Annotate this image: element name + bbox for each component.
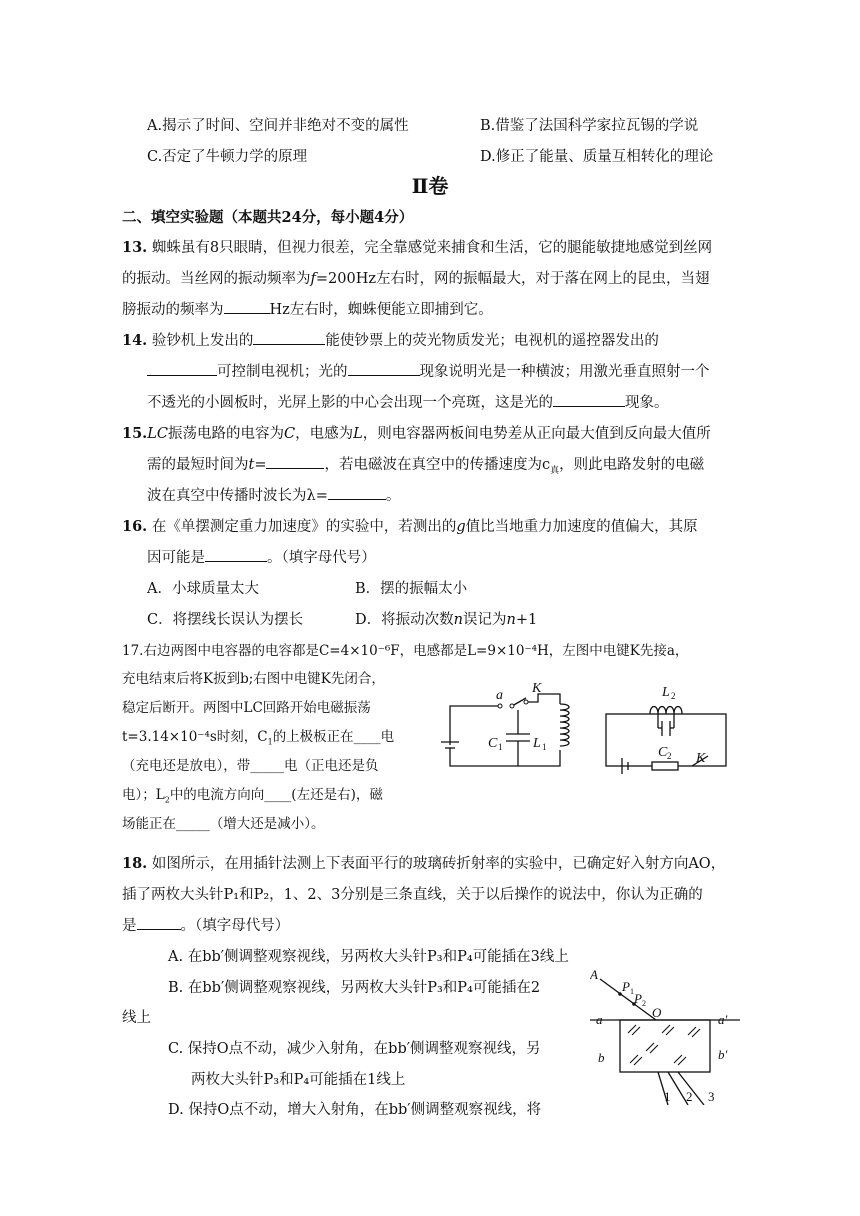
fig18-a-prime: a′ <box>718 1012 728 1027</box>
q15-text-3a: 波在真空中传播时波长为λ= <box>147 488 328 504</box>
q17-circuit-diagrams <box>430 680 740 780</box>
q14-text-2b: 现象说明光是一种横波；用激光垂直照射一个 <box>419 364 710 380</box>
q16-text-2a: 因可能是 <box>147 550 205 566</box>
q16-var-g: g <box>456 519 466 535</box>
q15-blank-1[interactable] <box>266 454 324 470</box>
q14-line-3 <box>147 391 669 412</box>
fig18-b-prime: b′ <box>718 1047 728 1062</box>
fig-left-c-sub: 1 <box>498 742 503 752</box>
q15-line-2 <box>147 453 704 476</box>
q14-line-1 <box>122 329 659 350</box>
q17-line-1: 17.右边两图中电容器的电容都是C=4×10⁻⁶F，电感都是L=9×10⁻⁴H，左图中电键K先接a， <box>122 643 689 659</box>
q15-text-3b: 。 <box>385 488 401 504</box>
q16-option-a: A．小球质量太大 <box>147 581 259 597</box>
q17-text-4b: 的上极板正在____电 <box>272 729 395 745</box>
q18-option-a: A. 在bb′侧调整观察视线，另两枚大头针P₃和P₄可能插在3线上 <box>168 949 569 965</box>
section-heading: 二、填空实验题（本题共24分，每小题4分） <box>122 209 414 226</box>
q13-text-1: 蜘蛛虽有8只眼睛，但视力很差，完全靠感觉来捕食和生活，它的腿能敏捷地感觉到丝网 <box>151 240 713 256</box>
q15-var-l: L <box>353 426 363 442</box>
q17-line-2: 充电结束后将K扳到b;右图中电键K先闭合， <box>122 671 385 687</box>
q14-line-2 <box>147 360 710 381</box>
fig-left-l: L <box>533 736 541 751</box>
q14-blank-2[interactable] <box>147 361 217 377</box>
q15-blank-2[interactable] <box>328 485 386 501</box>
q16-opt-d-text-c: +1 <box>515 612 538 628</box>
q16-line-2 <box>147 546 376 567</box>
fig18-p2-sub: 2 <box>642 999 646 1008</box>
q15-var-t: t <box>248 457 255 473</box>
q18-line-2: 插了两枚大头针P₁和P₂，1、2、3分别是三条直线，关于以后操作的说法中，你认为正确的 <box>122 887 703 903</box>
q17-line-5: （充电还是放电），带_____电（正电还是负 <box>122 758 379 774</box>
q18-blank[interactable] <box>137 915 181 931</box>
q18-text-3a: 是 <box>122 918 137 934</box>
q12-option-b: B.借鉴了法国科学家拉瓦锡的学说 <box>480 118 699 134</box>
q18-option-b-1: B. 在bb′侧调整观察视线，另两枚大头针P₃和P₄可能插在2 <box>168 980 541 996</box>
fig-right-l-sub: 2 <box>671 691 676 701</box>
fig18-a-point: A <box>590 967 598 982</box>
q15-line-1 <box>122 422 711 443</box>
q16-option-c: C．将摆线长误认为摆长 <box>147 612 304 628</box>
q13-line-3 <box>122 298 493 319</box>
q15-text-2a: 需的最短时间为 <box>147 457 249 473</box>
fig18-line-1: 1 <box>664 1089 671 1104</box>
q13-line-2 <box>122 267 709 288</box>
q16-line-1 <box>122 515 698 536</box>
q17-text-4a: t=3.14×10⁻⁴s时刻，C <box>122 729 268 745</box>
fig18-b: b <box>598 1050 605 1065</box>
q15-text-2b: = <box>254 457 267 473</box>
q12-option-d: D.修正了能量、质量互相转化的理论 <box>480 149 714 165</box>
q17-line-6 <box>122 783 383 805</box>
fig-left-c: C <box>488 736 498 751</box>
q17-sub-2: 2 <box>164 795 170 805</box>
q13-text-3b: Hz左右时，蜘蛛便能立即捕到它。 <box>269 302 493 318</box>
q18-line-3 <box>122 914 289 935</box>
q14-text-1b: 能使钞票上的荧光物质发光；电视机的遥控器发出的 <box>325 333 659 349</box>
q15-number: 15. <box>122 425 148 442</box>
q18-option-d-1: D. 保持O点不动，增大入射角，在bb′侧调整观察视线，将 <box>168 1102 542 1118</box>
q14-text-3a: 不透光的小圆板时，光屏上影的中心会出现一个亮斑，这是光的 <box>147 395 553 411</box>
q15-var-lc: LC <box>147 426 168 442</box>
q13-blank[interactable] <box>224 299 270 315</box>
q15-text-2c: ，若电磁波在真空中的传播速度为c <box>324 457 551 473</box>
q14-number: 14. <box>122 332 148 349</box>
q15-sub: 真 <box>550 465 560 476</box>
q16-opt-d-text-a: D．将振动次数 <box>355 612 454 628</box>
q16-option-d <box>355 608 537 629</box>
q17-line-7: 场能正在_____（增大还是减小）。 <box>122 816 325 832</box>
fig18-p2: P <box>634 991 642 1006</box>
q16-text-1b: 值比当地重力加速度的值偏大，其原 <box>465 519 698 535</box>
q18-text-1: 如图所示，在用插针法测上下表面平行的玻璃砖折射率的实验中，已确定好入射方向AO， <box>151 856 726 872</box>
fig18-o: O <box>652 1005 662 1020</box>
q14-text-1a: 验钞机上发出的 <box>151 333 254 349</box>
q17-sub-1: 1 <box>267 737 273 747</box>
fig18-line-3: 3 <box>708 1089 715 1104</box>
q18-option-c-2: 两枚大头针P₃和P₄可能插在1线上 <box>191 1072 406 1088</box>
q14-blank-4[interactable] <box>553 392 625 408</box>
fig18-p1-sub: 1 <box>630 987 634 996</box>
q13-var-f: f <box>310 271 316 287</box>
q15-text-2d: ，则此电路发射的电磁 <box>559 457 705 473</box>
q17-line-3: 稳定后断开。两图中LC回路开始电磁振荡 <box>122 700 371 716</box>
q13-text-3a: 膀振动的频率为 <box>122 302 224 318</box>
fig-left-k: K <box>532 681 542 696</box>
fig18-a: a <box>596 1012 603 1027</box>
q17-line-4 <box>122 725 394 747</box>
q18-number: 18. <box>122 855 148 872</box>
q18-text-3b: 。（填字母代号） <box>180 918 290 934</box>
q12-option-c: C.否定了牛顿力学的原理 <box>147 149 308 165</box>
q17-text-6a: 电）；L <box>122 787 165 803</box>
q18-glass-brick-figure <box>590 965 750 1105</box>
q18-option-c-1: C. 保持O点不动，减少入射角，在bb′侧调整观察视线，另 <box>168 1041 541 1057</box>
fig-right-k: K <box>696 751 706 766</box>
fig-left-a: a <box>496 688 503 703</box>
fig18-line-2: 2 <box>686 1089 693 1104</box>
q15-text-1c: ，则电容器两板间电势差从正向最大值到反向最大值所 <box>362 426 711 442</box>
q14-text-3b: 现象。 <box>625 395 669 411</box>
q12-option-a: A.揭示了时间、空间并非绝对不变的属性 <box>147 118 409 134</box>
q14-blank-1[interactable] <box>253 330 325 346</box>
q14-text-2a: 可控制电视机；光的 <box>217 364 348 380</box>
q13-text-2b: =200Hz左右时，网的振幅最大，对于落在网上的昆虫，当翅 <box>315 271 710 287</box>
fig-right-c-sub: 2 <box>667 751 672 761</box>
q15-var-c: C <box>283 426 296 442</box>
fig-right-c: C <box>658 745 668 760</box>
q14-blank-3[interactable] <box>348 361 420 377</box>
q15-text-1a: 振荡电路的电容为 <box>167 426 284 442</box>
q15-line-3 <box>147 484 400 505</box>
q13-line-1 <box>122 236 712 257</box>
q16-text-1a: 在《单摆测定重力加速度》的实验中，若测出的 <box>151 519 457 535</box>
part-title: Ⅱ卷 <box>411 174 449 198</box>
q15-text-1b: ，电感为 <box>295 426 354 442</box>
q13-number: 13. <box>122 239 148 256</box>
q16-blank[interactable] <box>205 547 267 563</box>
q13-text-2a: 的振动。当丝网的振动频率为 <box>122 271 311 287</box>
q17-text-6b: 中的电流方向向____(左还是右)，磁 <box>169 787 383 803</box>
q16-opt-d-var-n: n <box>453 612 463 628</box>
q16-text-2b: 。（填字母代号） <box>267 550 376 566</box>
q16-option-b: B．摆的振幅太小 <box>355 581 468 597</box>
q16-opt-d-var-n2: n <box>506 612 516 628</box>
fig-right-l: L <box>662 685 670 700</box>
q18-line-1 <box>122 852 725 873</box>
fig18-p1: P <box>622 979 630 994</box>
q16-number: 16. <box>122 518 148 535</box>
q16-opt-d-text-b: 误记为 <box>462 612 507 628</box>
fig-left-l-sub: 1 <box>542 742 547 752</box>
q18-option-b-2: 线上 <box>122 1010 151 1026</box>
